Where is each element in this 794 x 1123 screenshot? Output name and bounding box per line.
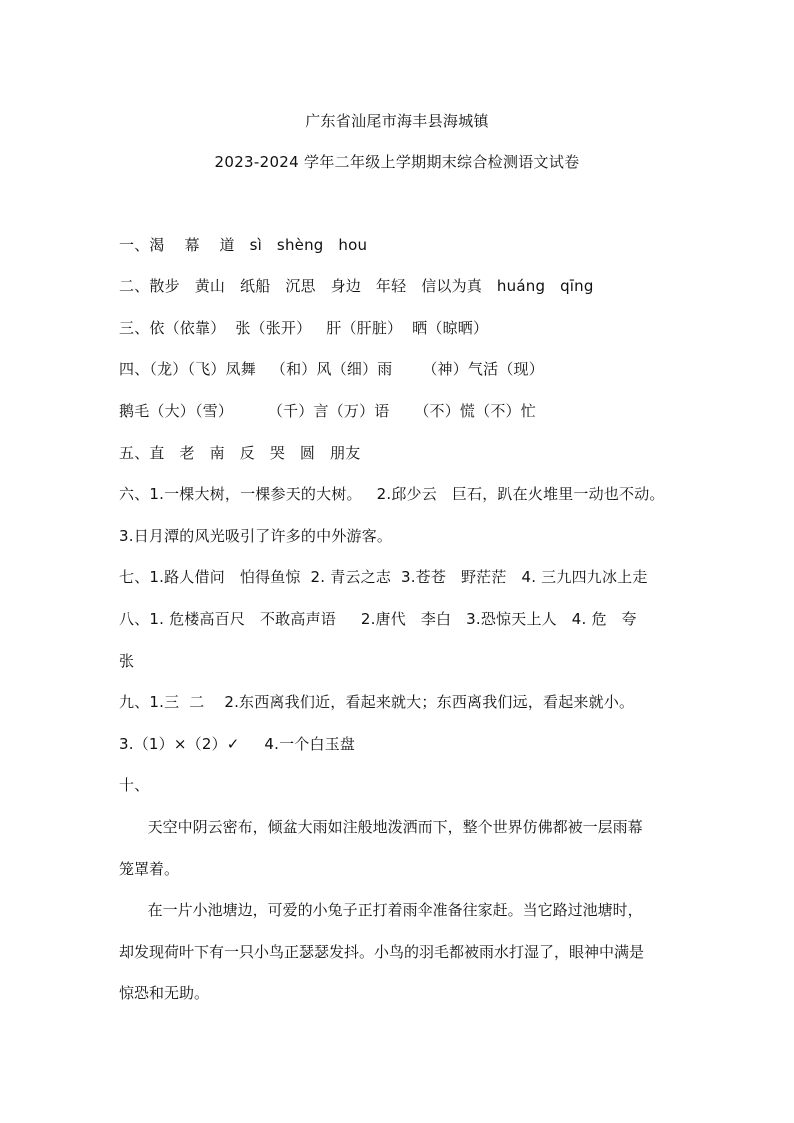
answer-line-5: 鹅毛（大）（雪） （千）言（万）语 （不）慌（不）忙: [119, 402, 536, 420]
essay-line-2: 笼罩着。: [119, 860, 180, 878]
answer-line-8: 3.日月潭的风光吸引了许多的中外游客。: [119, 527, 393, 545]
answer-line-10: 八、1. 危楼高百尺 不敢高声语 2.唐代 李白 3.恐惊天上人 4. 危 夸: [119, 610, 637, 628]
answer-line-6: 五、直 老 南 反 哭 圆 朋友: [119, 444, 361, 462]
document-title-region: 广东省汕尾市海丰县海城镇: [305, 112, 489, 130]
essay-line-3: 在一片小池塘边，可爱的小兔子正打着雨伞准备往家赶。当它路过池塘时，: [119, 901, 643, 919]
essay-line-4: 却发现荷叶下有一只小鸟正瑟瑟发抖。小鸟的羽毛都被雨水打湿了，眼神中满是: [119, 943, 645, 961]
essay-line-5: 惊恐和无助。: [119, 984, 210, 1002]
answer-line-14: 十、: [119, 776, 150, 794]
answer-line-2: 二、散步 黄山 纸船 沉思 身边 年轻 信以为真 huáng qīng: [119, 277, 594, 295]
answer-line-3: 三、依（依靠） 张（张开） 肝（肝脏） 晒（晾晒）: [119, 319, 489, 337]
essay-line-1: 天空中阴云密布，倾盆大雨如注般地泼洒而下，整个世界仿佛都被一层雨幕: [119, 818, 643, 836]
answer-line-9: 七、1.路人借问 怕得鱼惊 2. 青云之志 3.苍苍 野茫茫 4. 三九四九冰上走: [119, 568, 648, 586]
answer-line-1: 一、渴 幕 道 sì shèng hou: [119, 236, 368, 254]
document-title-exam: 2023-2024 学年二年级上学期期末综合检测语文试卷: [214, 153, 580, 171]
answer-line-11: 张: [119, 652, 135, 670]
answer-line-12: 九、1.三 二 2.东西离我们近，看起来就大；东西离我们远，看起来就小。: [119, 693, 635, 711]
answer-line-13: 3.（1）×（2）✓ 4.一个白玉盘: [119, 735, 356, 753]
answer-line-7: 六、1.一棵大树，一棵参天的大树。 2.邱少云 巨石，趴在火堆里一动也不动。: [119, 485, 665, 503]
answer-line-4: 四、（龙）（飞）凤舞 （和）风（细）雨 （神）气活（现）: [119, 360, 544, 378]
